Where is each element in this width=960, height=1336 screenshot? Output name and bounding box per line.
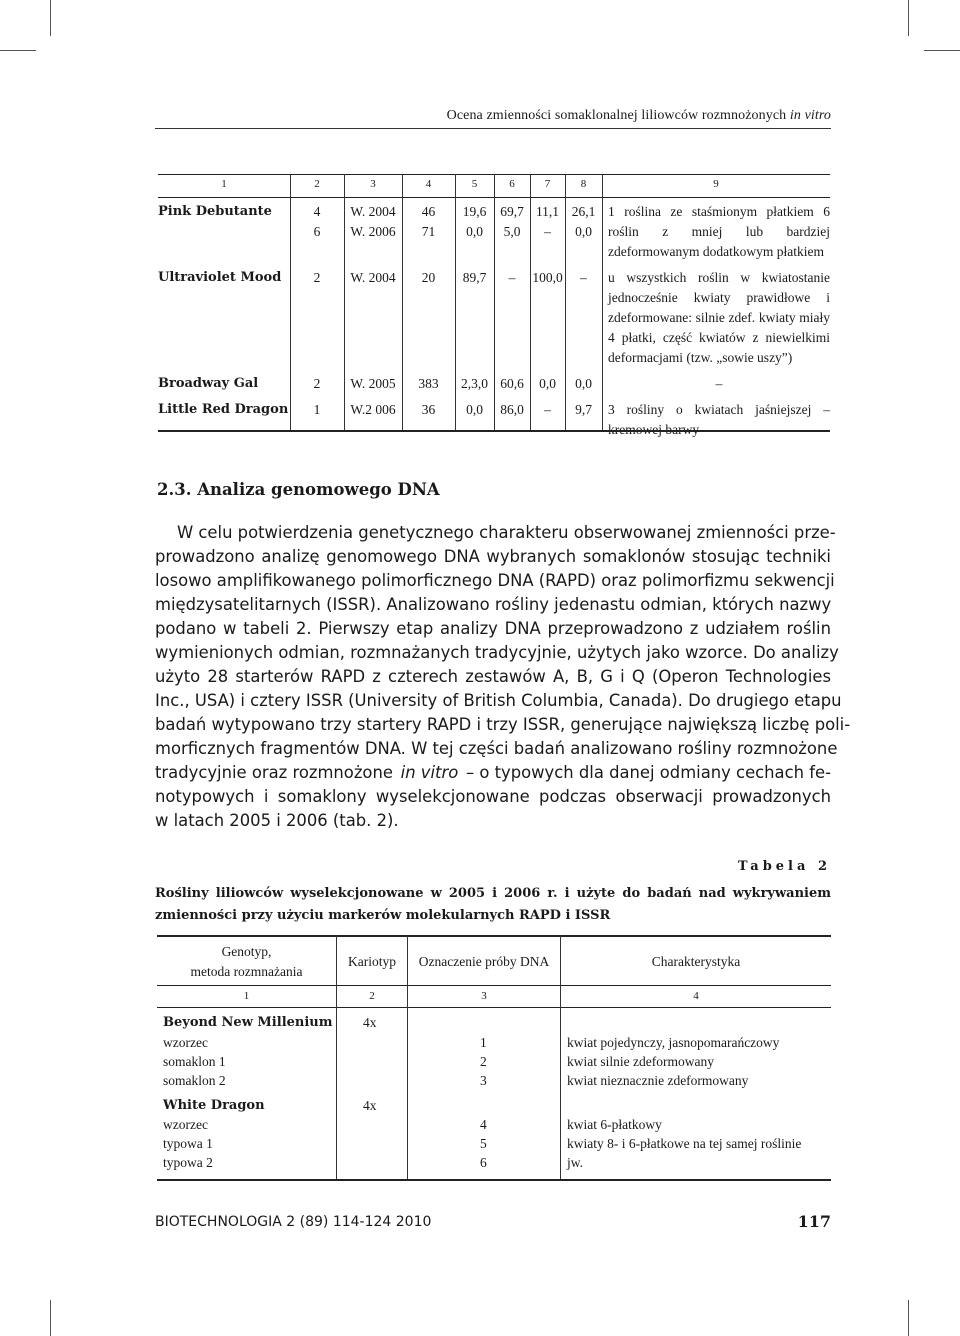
cell-value: 71	[421, 224, 436, 239]
table-cell: W.2 006	[350, 402, 396, 417]
cultivar-name: Pink Debutante	[158, 204, 272, 219]
crop-mark	[924, 50, 960, 51]
header-karyotype: Kariotyp	[348, 954, 396, 969]
cell-value: 26,1	[571, 204, 596, 219]
table-cell: 383	[418, 376, 439, 391]
cultivar-name: Ultraviolet Mood	[158, 270, 282, 285]
description-cell: 1 roślina ze staśmionym płatkiem 6 roślin z mniej lub bardziej zdeformowanym dodatkowym płatkiem	[608, 204, 830, 259]
paragraph-line: morficznych fragmentów DNA. W tej części badań analizowano rośliny rozmnożone	[155, 739, 838, 758]
cell-value: W. 2004	[350, 204, 396, 219]
journal-citation: BIOTECHNOLOGIA 2 (89) 114-124 2010	[155, 1214, 432, 1230]
table-cell: –	[580, 270, 587, 285]
section-heading: 2.3. Analiza genomowego DNA	[157, 480, 440, 499]
table-caption: Rośliny liliowców wyselekcjonowane w 2005 i 2006 r. i użyte do badań nad wykrywaniem zmienności przy użyciu markerów molekularnych RAPD i ISSR	[155, 886, 831, 923]
col-number: 7	[544, 178, 551, 190]
table-cell: 2	[313, 376, 321, 391]
table-row	[158, 374, 830, 400]
table-cell: 0,0	[539, 376, 556, 391]
cell-value: 46	[421, 204, 436, 219]
cell-value: 4	[313, 204, 321, 219]
genotype-cell: wzorzec	[163, 1035, 208, 1050]
col-number: 8	[580, 178, 587, 190]
crop-mark	[50, 0, 51, 36]
line-italic: in vitro	[400, 763, 459, 782]
crop-mark	[908, 1300, 909, 1336]
table-cell: 9,7	[575, 402, 592, 417]
genotype-cell: typowa 1	[163, 1136, 213, 1151]
table-cell	[290, 202, 344, 268]
table-row	[158, 268, 830, 374]
col-number: 3	[481, 990, 487, 1002]
table-cell: 2	[313, 270, 321, 285]
paragraph-line: notypowych i somaklony wyselekcjonowane podczas obserwacji prowadzonych	[155, 787, 831, 806]
paragraph-line: badań wytypowano trzy startery RAPD i trzy ISSR, generujące największą liczbę poli-	[155, 715, 851, 734]
sample-cell: 2	[480, 1054, 487, 1069]
sample-cell: 4	[480, 1117, 487, 1132]
group-name: Beyond New Millenium	[163, 1015, 333, 1030]
table-cell: 36	[421, 402, 436, 417]
table-cell: W. 2004	[350, 270, 396, 285]
cell-value: –	[544, 224, 551, 239]
genotype-cell: somaklon 1	[163, 1054, 226, 1069]
table-row	[158, 400, 830, 446]
col-number: 4	[425, 178, 432, 190]
paragraph-line: prowadzono analizę genomowego DNA wybranych somaklonów stosując techniki	[155, 547, 831, 566]
paragraph-line: w latach 2005 i 2006 (tab. 2).	[155, 811, 399, 830]
genotype-cell: somaklon 2	[163, 1073, 226, 1088]
col-number: 1	[221, 178, 227, 190]
line-text: – o typowych dla danej odmiany cechach fe-	[465, 763, 831, 782]
cell-value: 0,0	[575, 224, 592, 239]
sample-cell: 1	[480, 1035, 487, 1050]
paragraph-line: międzysatelitarnych (ISSR). Analizowano rośliny jedenastu odmian, których nazwy	[155, 595, 832, 614]
cultivar-name: Broadway Gal	[158, 376, 259, 391]
cell-value: W. 2006	[350, 224, 396, 239]
table-cell	[344, 202, 402, 268]
cell-value: 5,0	[503, 224, 521, 239]
table-cell: W. 2005	[350, 376, 396, 391]
col-number: 2	[314, 178, 320, 190]
table-label: Tabela 2	[737, 859, 831, 874]
table-cell: 1	[313, 402, 321, 417]
characteristic-cell: kwiat silnie zdeformowany	[567, 1054, 714, 1069]
characteristic-cell: kwiat 6-płatkowy	[567, 1117, 662, 1132]
running-head-text: Ocena zmienności somaklonalnej liliowców rozmnożonych	[446, 108, 787, 123]
paragraph-line: Inc., USA) i cztery ISSR (University of British Columbia, Canada). Do drugiego etapu	[155, 691, 842, 710]
cultivar-name: Little Red Dragon	[158, 402, 289, 417]
body-paragraph	[155, 521, 851, 833]
header-rule	[155, 128, 831, 129]
group-name: White Dragon	[163, 1098, 265, 1113]
table2-header-rule	[157, 985, 831, 986]
table-cell	[455, 202, 494, 268]
table-cell	[494, 202, 530, 268]
col-number: 3	[370, 178, 376, 190]
crop-mark	[908, 0, 909, 36]
col-number: 5	[471, 178, 478, 190]
table-cell	[530, 202, 565, 268]
running-head	[155, 108, 831, 124]
col-number: 6	[509, 178, 515, 190]
paragraph-line: wymienionych odmian, rozmnażanych tradycyjnie, użytych jako wzorce. Do analizy	[155, 643, 839, 662]
table-cell: –	[544, 402, 551, 417]
table-cell: 0,0	[466, 402, 483, 417]
running-head-italic: in vitro	[789, 108, 831, 123]
crop-mark	[50, 1300, 51, 1336]
table2-bottom-rule	[157, 1179, 831, 1181]
characteristic-cell: kwiaty 8- i 6-płatkowe na tej samej roślinie	[567, 1136, 802, 1151]
table-row	[158, 202, 830, 268]
karyotype-value: 4x	[363, 1015, 377, 1030]
header-characteristic: Charakterystyka	[651, 954, 741, 969]
sample-cell: 6	[480, 1155, 487, 1170]
description-cell: 3 rośliny o kwiatach jaśniejszej –	[608, 402, 830, 417]
col-number: 2	[369, 990, 375, 1002]
table1-bottom-rule	[158, 430, 830, 432]
table-cell: 2,3,0	[461, 376, 488, 391]
table-cell: –	[508, 270, 516, 285]
table1-column-numbers	[158, 174, 830, 202]
table-cell	[565, 202, 602, 268]
genotype-cell: wzorzec	[163, 1117, 208, 1132]
col-number: 9	[713, 178, 719, 190]
sample-cell: 3	[480, 1073, 487, 1088]
paragraph-line: W celu potwierdzenia genetycznego charakteru obserwowanej zmienności prze-	[177, 523, 836, 542]
cell-value: 11,1	[535, 204, 560, 219]
table-cell: 0,0	[575, 376, 592, 391]
description-cell: u wszystkich roślin w kwiatostanie jednocześnie kwiaty prawidłowe i zdeformowane: silnie zdef. kwiaty miały 4 płatki, część kwiatów z niewielkimi deformacjami (tzw. „sowie uszy”)	[608, 270, 830, 365]
page-number: 117	[797, 1212, 831, 1231]
genotype-cell: typowa 2	[163, 1155, 213, 1170]
header-line: metoda rozmnażania	[190, 964, 303, 979]
table-cell: 60,6	[500, 376, 524, 391]
cell-value: 19,6	[462, 204, 487, 219]
characteristic-cell: jw.	[567, 1155, 583, 1170]
paragraph-line: podano w tabeli 2. Pierwszy etap analizy DNA przeprowadzono z udziałem roślin	[155, 619, 831, 638]
col-number: 1	[243, 990, 250, 1002]
header-genotype	[157, 942, 336, 982]
table-cell	[402, 202, 455, 268]
table-cell: 20	[421, 270, 436, 285]
description-cell: –	[715, 376, 723, 391]
header-line: Genotyp,	[221, 944, 272, 959]
cell-value: 0,0	[466, 224, 483, 239]
paragraph-line: losowo amplifikowanego polimorficznego DNA (RAPD) oraz polimorfizmu sekwencji	[155, 571, 835, 590]
header-sample: Oznaczenie próby DNA	[418, 954, 550, 969]
table-cell: 86,0	[500, 402, 524, 417]
col-number: 4	[693, 990, 699, 1002]
table-cell: 100,0	[532, 270, 563, 285]
cell-value: 6	[313, 224, 321, 239]
table2-numbers-rule	[157, 1007, 831, 1008]
characteristic-cell: kwiat nieznacznie zdeformowany	[567, 1073, 749, 1088]
paragraph-line	[155, 761, 831, 785]
paragraph-line: użyto 28 starterów RAPD z czterech zestawów A, B, G i Q (Operon Technologies	[155, 667, 831, 686]
crop-mark	[0, 50, 36, 51]
characteristic-cell: kwiat pojedynczy, jasnopomarańczowy	[567, 1035, 780, 1050]
karyotype-value: 4x	[363, 1098, 377, 1113]
sample-cell: 5	[480, 1136, 487, 1151]
table1	[158, 174, 830, 446]
cell-value: 69,7	[500, 204, 524, 219]
table2-top-rule	[157, 935, 831, 937]
line-text: tradycyjnie oraz rozmnożone	[155, 763, 393, 782]
table-cell: 89,7	[462, 270, 487, 285]
